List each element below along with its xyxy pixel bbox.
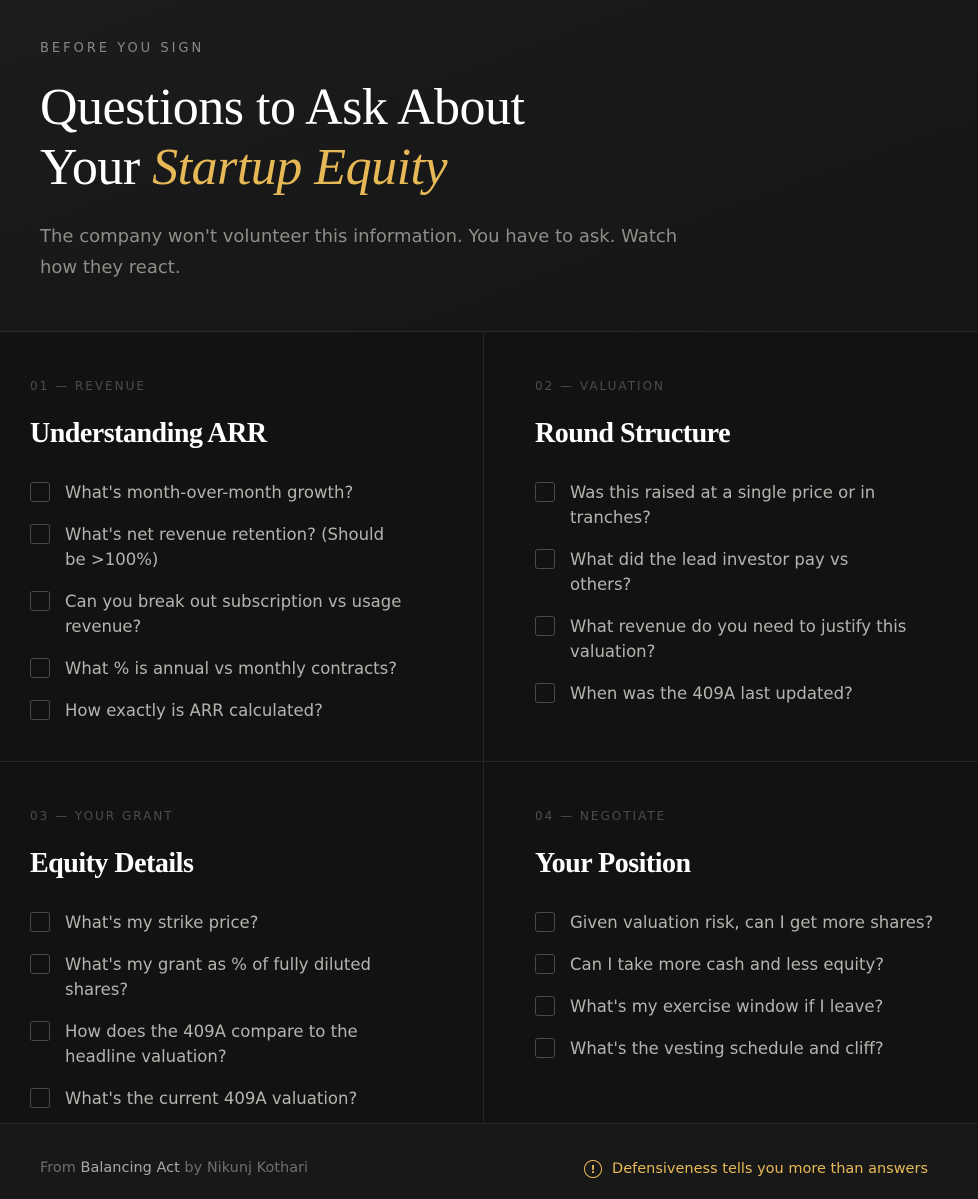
header <box>0 0 978 332</box>
checklist-item[interactable] <box>30 656 490 681</box>
checklist-item-text: Was this raised at a single price or in tranches? <box>570 483 876 527</box>
checklist-item[interactable] <box>30 952 490 1002</box>
checkbox[interactable] <box>535 996 555 1016</box>
subtitle: The company won't volunteer this information. You have to ask. Watch how they react. <box>40 226 678 278</box>
section-label: 03 — YOUR GRANT <box>30 809 174 823</box>
callout-text: Defensiveness tells you more than answers <box>612 1161 928 1177</box>
checklist-item-text: How does the 409A compare to the headline valuation? <box>65 1022 358 1066</box>
checklist-item-text: What's my grant as % of fully diluted shares? <box>65 955 372 999</box>
checkbox[interactable] <box>30 482 50 502</box>
horizontal-divider <box>0 761 978 762</box>
section-your-grant <box>30 808 490 1128</box>
checklist-item[interactable] <box>535 547 955 597</box>
section-label: 01 — REVENUE <box>30 379 146 393</box>
section-revenue <box>30 378 490 740</box>
checklist-item-text: What's the vesting schedule and cliff? <box>570 1039 884 1058</box>
author-name: Nikunj Kothari <box>206 1160 309 1176</box>
checklist-item[interactable] <box>535 614 955 664</box>
credit-from: From <box>40 1160 76 1176</box>
checkbox[interactable] <box>30 1088 50 1108</box>
checklist-item-text: What did the lead investor pay vs others? <box>570 550 849 594</box>
checkbox[interactable] <box>30 1021 50 1041</box>
callout-note <box>584 1160 928 1178</box>
section-label: 04 — NEGOTIATE <box>535 809 667 823</box>
section-title: Your Position <box>535 848 691 879</box>
title-line-2-accent: Startup Equity <box>152 139 448 196</box>
checkbox[interactable] <box>535 482 555 502</box>
checkbox[interactable] <box>535 954 555 974</box>
publication-link[interactable]: Balancing Act <box>80 1160 180 1176</box>
checklist-item-text: Can I take more cash and less equity? <box>570 955 884 974</box>
checklist-item-text: What's the current 409A valuation? <box>65 1089 358 1108</box>
credit-by: by <box>184 1160 203 1176</box>
checklist-item-text: How exactly is ARR calculated? <box>65 701 323 720</box>
alert-circle-icon: ! <box>584 1160 602 1178</box>
checklist-item-text: Can you break out subscription vs usage revenue? <box>65 592 402 636</box>
checklist-item[interactable] <box>30 1086 490 1111</box>
checklist-item[interactable] <box>535 994 955 1019</box>
checklist <box>30 480 490 723</box>
section-title: Equity Details <box>30 848 194 879</box>
title-line-2-plain: Your <box>40 139 140 196</box>
checkbox[interactable] <box>535 683 555 703</box>
checkbox[interactable] <box>30 954 50 974</box>
checklist-item[interactable] <box>30 1019 490 1069</box>
checkbox[interactable] <box>30 591 50 611</box>
checklist-item-text: What's net revenue retention? (Should be >100%) <box>65 525 385 569</box>
checklist <box>535 910 955 1061</box>
checklist-item[interactable] <box>30 910 490 935</box>
checkbox[interactable] <box>535 1038 555 1058</box>
section-negotiate <box>535 808 955 1078</box>
section-title: Round Structure <box>535 418 731 449</box>
checkbox[interactable] <box>30 700 50 720</box>
checklist-item-text: What's my strike price? <box>65 913 259 932</box>
checklist-item[interactable] <box>30 522 490 572</box>
section-valuation <box>535 378 955 723</box>
checklist-item[interactable] <box>535 952 955 977</box>
title-line-1: Questions to Ask About <box>40 79 525 136</box>
checklist-item-text: Given valuation risk, can I get more shares? <box>570 913 934 932</box>
eyebrow: BEFORE YOU SIGN <box>40 41 205 56</box>
checkbox[interactable] <box>30 524 50 544</box>
checkbox[interactable] <box>535 549 555 569</box>
page-title <box>40 78 525 198</box>
checklist-item[interactable] <box>535 910 955 935</box>
checklist-item[interactable] <box>535 480 955 530</box>
checklist-item-text: What revenue do you need to justify this valuation? <box>570 617 907 661</box>
section-label: 02 — VALUATION <box>535 379 665 393</box>
checklist-item[interactable] <box>30 480 490 505</box>
checklist <box>535 480 955 706</box>
checklist-item[interactable] <box>535 1036 955 1061</box>
checklist-item[interactable] <box>30 698 490 723</box>
checklist-item[interactable] <box>30 589 490 639</box>
checklist-grid <box>0 332 978 1123</box>
checklist-item[interactable] <box>535 681 955 706</box>
checkbox[interactable] <box>535 616 555 636</box>
checkbox[interactable] <box>30 658 50 678</box>
checkbox[interactable] <box>30 912 50 932</box>
footer <box>0 1123 978 1199</box>
section-title: Understanding ARR <box>30 418 267 449</box>
checklist-item-text: What's month-over-month growth? <box>65 483 354 502</box>
checklist-item-text: What's my exercise window if I leave? <box>570 997 884 1016</box>
checklist <box>30 910 490 1111</box>
credit <box>40 1160 308 1176</box>
checklist-item-text: When was the 409A last updated? <box>570 684 853 703</box>
checkbox[interactable] <box>535 912 555 932</box>
checklist-item-text: What % is annual vs monthly contracts? <box>65 659 398 678</box>
